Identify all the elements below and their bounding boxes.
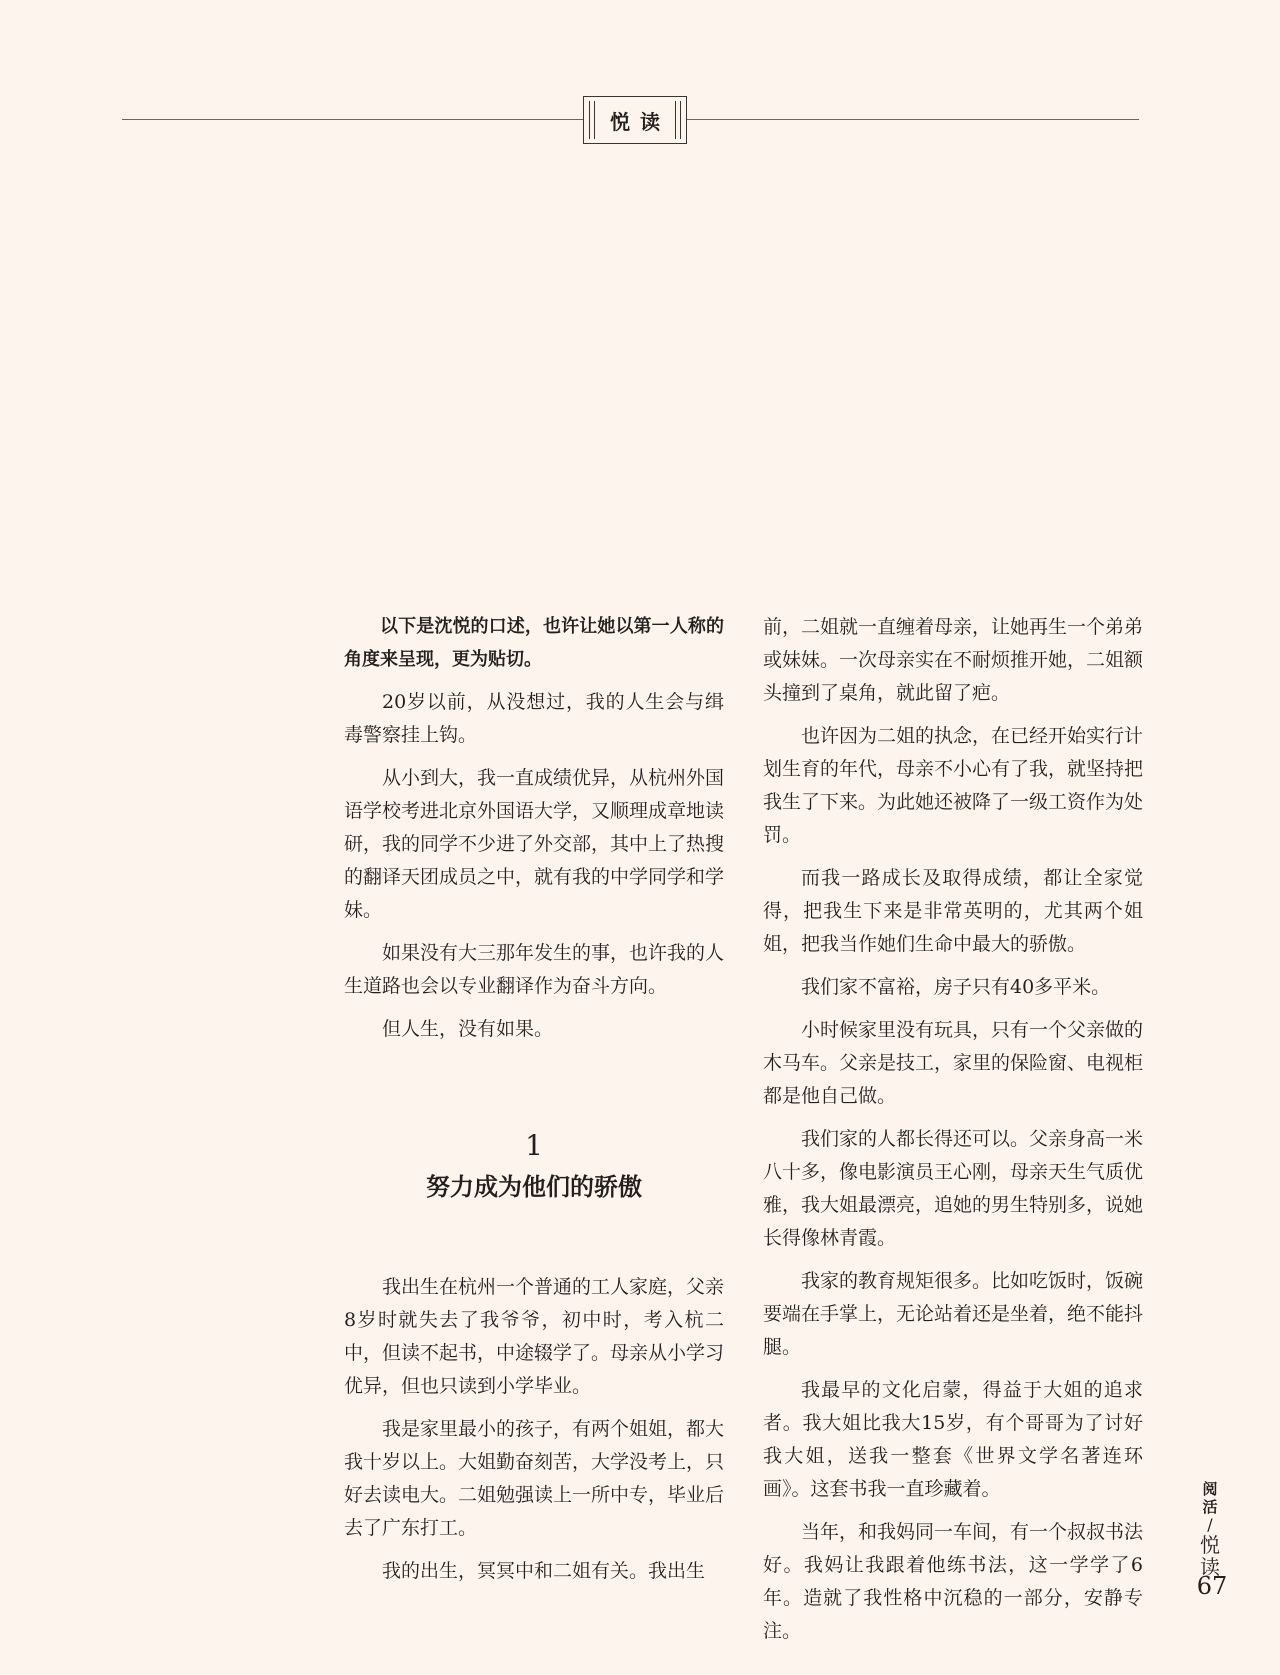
paragraph: 我的出生，冥冥中和二姐有关。我出生 <box>382 1560 706 1582</box>
chapter-number: 1 <box>525 1129 543 1162</box>
footer-slash: / <box>1207 1515 1213 1534</box>
continued-paragraph: 前，二姐就一直缠着母亲，让她再生一个弟弟或妹妹。一次母亲实在不耐烦推开她，二姐额头撞到了桌角，就此留了疤。 <box>763 616 1144 704</box>
section-tag <box>583 96 687 144</box>
paragraph: 我们家不富裕，房子只有40多平米。 <box>801 976 1111 998</box>
lead-paragraph: 以下是沈悦的口述，也许让她以第一人称的角度来呈现，更为贴切。 <box>344 616 724 670</box>
running-footer <box>1198 1480 1222 1578</box>
paragraph: 而我一路成长及取得成绩，都让全家觉得，把我生下来是非常英明的，尤其两个姐姐，把我当作她们生命中最大的骄傲。 <box>763 867 1143 955</box>
paragraph: 小时候家里没有玩具，只有一个父亲做的木马车。父亲是技工，家里的保险窗、电视柜都是他自己做。 <box>763 1019 1144 1107</box>
paragraph: 但人生，没有如果。 <box>382 1018 554 1040</box>
paragraph: 从小到大，我一直成绩优异，从杭州外国语学校考进北京外国语大学，又顺理成章地读研，我的同学不少进了外交部，其中上了热搜的翻译天团成员之中，就有我的中学同学和学妹。 <box>344 767 725 921</box>
footer-section: 悦读 <box>1200 1533 1220 1579</box>
magazine-name: 阅活 <box>1202 1480 1218 1516</box>
right-column <box>763 611 1143 1658</box>
paragraph: 我最早的文化启蒙，得益于大姐的追求者。我大姐比我大15岁，有个哥哥为了讨好我大姐，送我一整套《世界文学名著连环画》。这套书我一直珍藏着。 <box>763 1379 1143 1500</box>
paragraph: 如果没有大三那年发生的事，也许我的人生道路也会以专业翻译作为奋斗方向。 <box>344 942 725 997</box>
header-rule-right <box>687 119 1139 120</box>
page-number: 67 <box>1196 1572 1228 1600</box>
paragraph: 我出生在杭州一个普通的工人家庭，父亲8岁时就失去了我爷爷，初中时，考入杭二中，但读不起书，中途辍学了。母亲从小学习优异，但也只读到小学毕业。 <box>344 1276 725 1397</box>
left-column <box>344 610 724 1598</box>
paragraph: 当年，和我妈同一车间，有一个叔叔书法好。我妈让我跟着他练书法，这一学学了6年。造就了我性格中沉稳的一部分，安静专注。 <box>763 1521 1144 1642</box>
paragraph: 20岁以前，从没想过，我的人生会与缉毒警察挂上钩。 <box>344 691 724 746</box>
chapter-title: 努力成为他们的骄傲 <box>426 1173 642 1201</box>
paragraph: 我家的教育规矩很多。比如吃饭时，饭碗要端在手掌上，无论站着还是坐着，绝不能抖腿。 <box>763 1270 1144 1358</box>
chapter-heading <box>344 1128 724 1204</box>
paragraph: 我们家的人都长得还可以。父亲身高一米八十多，像电影演员王心刚，母亲天生气质优雅，我大姐最漂亮，追她的男生特别多，说她长得像林青霞。 <box>763 1128 1144 1249</box>
header-rule-left <box>122 119 583 120</box>
section-tag-label: 悦读 <box>610 109 670 134</box>
paragraph: 也许因为二姐的执念，在已经开始实行计划生育的年代，母亲不小心有了我，就坚持把我生了下来。为此她还被降了一级工资作为处罚。 <box>763 725 1144 846</box>
paragraph: 我是家里最小的孩子，有两个姐姐，都大我十岁以上。大姐勤奋刻苦，大学没考上，只好去读电大。二姐勉强读上一所中专，毕业后去了广东打工。 <box>344 1418 725 1539</box>
